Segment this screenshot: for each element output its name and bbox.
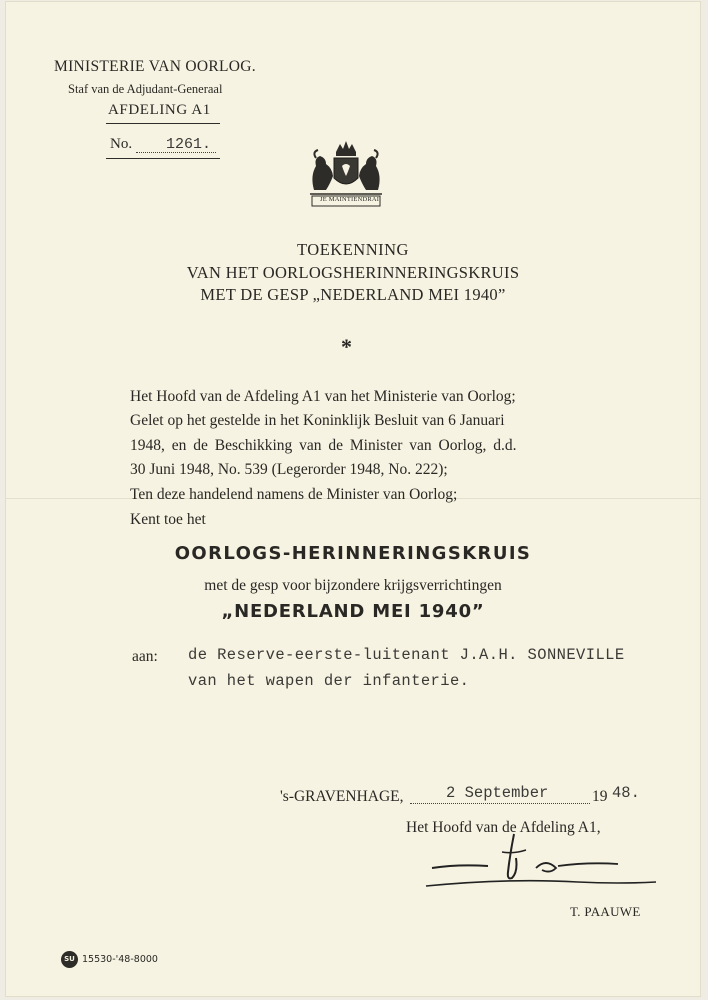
recipient-line-1: de Reserve-eerste-luitenant J.A.H. SONNEVILLE xyxy=(188,646,625,664)
recipient-label: aan: xyxy=(132,648,158,665)
award-clasp-line: met de gesp voor bijzondere krijgsverrichtingen xyxy=(204,577,502,594)
date-dotted-line xyxy=(410,803,590,804)
staff-name: Staf van de Adjudant-Generaal xyxy=(68,82,223,96)
signatory-title: Het Hoofd van de Afdeling A1, xyxy=(406,819,601,836)
motto-text: JE MAINTIENDRAI xyxy=(320,196,380,203)
body-line: Kent toe het xyxy=(130,511,206,528)
body-line: 1948, en de Beschikking van de Minister van Oorlog, d.d. xyxy=(130,437,517,454)
number-underline xyxy=(106,158,220,159)
royal-coat-of-arms-icon xyxy=(300,136,392,208)
ministry-name: MINISTERIE VAN OORLOG. xyxy=(54,58,256,75)
asterisk-divider: * xyxy=(341,334,352,359)
signatory-name: T. PAAUWE xyxy=(570,904,641,919)
title-line-1: TOEKENNING xyxy=(297,240,409,259)
department-underline xyxy=(106,123,220,124)
document-page xyxy=(6,2,700,996)
number-label: No. xyxy=(110,136,133,152)
award-clasp-name: „NEDERLAND MEI 1940” xyxy=(221,601,485,622)
body-line: Ten deze handelend namens de Minister van Oorlog; xyxy=(130,486,458,503)
print-code: 15530-'48-8000 xyxy=(82,954,158,965)
body-line: Het Hoofd van de Afdeling A1 van het Ministerie van Oorlog; xyxy=(130,388,516,405)
recipient-line-2: van het wapen der infanterie. xyxy=(188,672,470,690)
department-name: AFDELING A1 xyxy=(108,102,211,118)
year-suffix: 48. xyxy=(612,784,640,802)
body-line: Gelet op het gestelde in het Koninklijk Besluit van 6 Januari xyxy=(130,412,505,429)
title-line-3: MET DE GESP „NEDERLAND MEI 1940” xyxy=(200,285,506,304)
printer-mark-icon: SU xyxy=(61,951,78,968)
date-value: 2 September xyxy=(446,784,549,802)
title-line-2: VAN HET OORLOGSHERINNERINGSKRUIS xyxy=(186,263,520,282)
year-prefix: 19 xyxy=(592,788,608,805)
body-line: 30 Juni 1948, No. 539 (Legerorder 1948, No. 222); xyxy=(130,461,448,478)
number-value: 1261. xyxy=(166,136,212,153)
place-name: 's-GRAVENHAGE, xyxy=(280,788,404,805)
handwritten-signature xyxy=(418,828,668,898)
award-name: OORLOGS-HERINNERINGSKRUIS xyxy=(174,543,532,564)
